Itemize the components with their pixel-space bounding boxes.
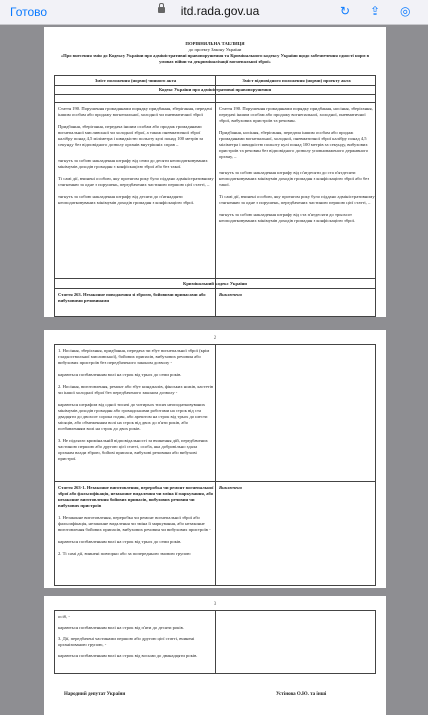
paragraph: тягнуть за собою накладення штрафу від ста п'ятдесяти до трьохсот неоподатковуваних мінімумів доходів громадян з конфіскацією зброї.: [219, 212, 356, 223]
share-icon[interactable]: ⇪: [370, 4, 381, 18]
paragraph: караються позбавленням волі на строк від восьми до дванадцяти років.: [58, 653, 198, 658]
paragraph: караються позбавленням волі на строк від трьох до семи років.: [58, 372, 182, 377]
paragraph: Придбання, зберігання, передача іншим особам або продаж громадянами вогнепальної мисливської чи холодної зброї, а також пневматичної зброї калібру понад 4,5 міліметра і швидкістю польоту кулі понад 100 метрів за секунду без відповідного дозволу органів внутрішніх справ –: [58, 124, 203, 147]
col-header-current: Зміст положення (норми) чинного акта: [94, 78, 177, 83]
paragraph: тягнуть за собою накладення штрафу від десяти до п'ятнадцяти неоподатковуваних мінімумів доходів громадян з конфіскацією зброї.: [58, 194, 195, 205]
paragraph: Ті самі дії, вчинені особою, яку протягом року було піддано адміністративному стягненню за одне з порушень, передбачених частиною першою цієї статті, –: [58, 176, 214, 187]
page-number: 2: [213, 336, 217, 341]
compass-icon[interactable]: ◎: [400, 4, 411, 18]
col-header-draft: Зміст відповідного положення (норми) проекту акта: [242, 78, 351, 83]
section-heading: Кримінальний кодекс України: [183, 281, 247, 286]
paragraph: 3. Дії, передбачені частинами першою або другою цієї статті, вчинені організованою групою, -: [58, 636, 195, 647]
section-heading: Кодекс України про адміністративні правопорушення: [158, 87, 272, 92]
paragraph: тягнуть за собою накладення штрафу від семи до десяти неоподатковуваних мінімумів доходів громадян з конфіскацією зброї або без такої.: [58, 158, 208, 169]
paragraph: караються штрафом від одної тисячі до чотирьох тисяч неоподатковуваних мінімумів доходів громадян або громадськими роботами на строк від ста двадцяти до двохсот сорока годин, або арештом на строк від трьох до шести місяців, або обмеженням волі на строк від двох до п'яти років, або позбавленням волі на строк до двох років.: [58, 402, 208, 431]
paragraph: Ті самі дії, вчинені особою, яку протягом року було піддано адміністративному стягненню за одне з порушень, передбачених частиною першою цієї статті, –: [219, 194, 375, 205]
doc-subtitle: до проекту Закону України: [188, 47, 242, 52]
comparison-table: [54, 75, 376, 317]
signature-title: Народний депутат України: [64, 692, 126, 697]
doc-heading: «Про внесення змін до Кодексу України про адміністративні правопорушення та Кримінального кодексу України щодо забезпечення єдності норм в умовах війни та декриміналізації вогнепальної зброї»: [60, 53, 370, 64]
paragraph: Стаття 190. Порушення громадянами порядку придбання, зберігання, передачі іншим особам або продажу вогнепальної, холодної чи пневматичної зброї: [58, 106, 212, 117]
paragraph: Стаття 263-1. Незаконне виготовлення, переробка чи ремонт вогнепальної зброї або фальсифікація, незаконне видалення чи зміна її маркування, або незаконне виготовлення бойових припасів, вибухових речовин чи вибухових пристроїв: [58, 485, 214, 508]
paragraph: 2. Носіння, виготовлення, ремонт або збут кинджалів, фінських ножів, кастетів чи іншої холодної зброї без передбаченого законом дозволу -: [58, 384, 214, 395]
paragraph: Виключено: [219, 485, 242, 490]
paragraph: 2. Ті самі дії, вчинені повторно або за попередньою змовою групою: [58, 551, 191, 556]
comparison-table: [54, 610, 376, 674]
paragraph: Стаття 263. Незаконне поводження зі зброєю, бойовими припасами або вибуховими речовинами: [58, 292, 206, 303]
paragraph: осіб, -: [58, 614, 70, 619]
paragraph: Придбання, носіння, зберігання, передача іншим особам або продаж громадянами вогнепальної, холодної, пневматичної зброї калібру понад 4,5 міліметра і швидкістю польоту кулі понад 100 метрів за секунду, вибухових пристроїв та речовин без відповідного дозволу уповноваженого державного органу, –: [219, 130, 369, 159]
paragraph: 1. Носіння, зберігання, придбання, передача чи збут вогнепальної зброї (крім гладкоствольної мисливської), бойових припасів, вибухових речовин або вибухових пристроїв без передбаченого законом дозволу -: [58, 348, 210, 365]
browser-toolbar: [0, 0, 428, 25]
document-page-3: [44, 596, 386, 715]
refresh-icon[interactable]: ↻: [340, 4, 351, 18]
paragraph: Стаття 190. Порушення громадянами порядку придбання, носіння, зберігання, передачі іншим особам або продажу вогнепальної, холодної, пневматичної зброї, вибухових пристроїв та речовин.: [219, 106, 373, 123]
paragraph: 1. Незаконне виготовлення, переробка чи ремонт вогнепальної зброї або фальсифікація, незаконне видалення чи зміна її маркування, або незаконне виготовлення бойових припасів, вибухових речовин чи вибухових пристроїв -: [58, 515, 211, 532]
document-page-1: [44, 27, 386, 317]
page-number: 3: [213, 602, 217, 607]
paragraph: 3. Не підлягає кримінальній відповідальності за вчинення дій, передбачених частиною першою або другою цієї статті, особа, яка добровільно здала органам влади зброю, бойові припаси, вибухові речовини або вибухові пристрої.: [58, 438, 208, 461]
url-field[interactable]: itd.rada.gov.ua: [180, 4, 260, 18]
comparison-table: [54, 344, 376, 586]
paragraph: караються позбавленням волі на строк від п'яти до десяти років.: [58, 625, 184, 630]
signature-name: Устінова О.Ю. та інші: [276, 692, 327, 697]
done-button[interactable]: Готово: [10, 5, 48, 19]
paragraph: караються позбавленням волі на строк від трьох до семи років.: [58, 539, 182, 544]
paragraph: Виключено: [219, 292, 242, 297]
doc-title: ПОРІВНЯЛЬНА ТАБЛИЦЯ: [185, 41, 245, 46]
document-page-2: [44, 330, 386, 588]
paragraph: тягнуть за собою накладення штрафу від п'ятдесяти до ста п'ятдесяти неоподатковуваних мінімумів доходів громадян з конфіскацією зброї або без такої.: [219, 170, 370, 187]
